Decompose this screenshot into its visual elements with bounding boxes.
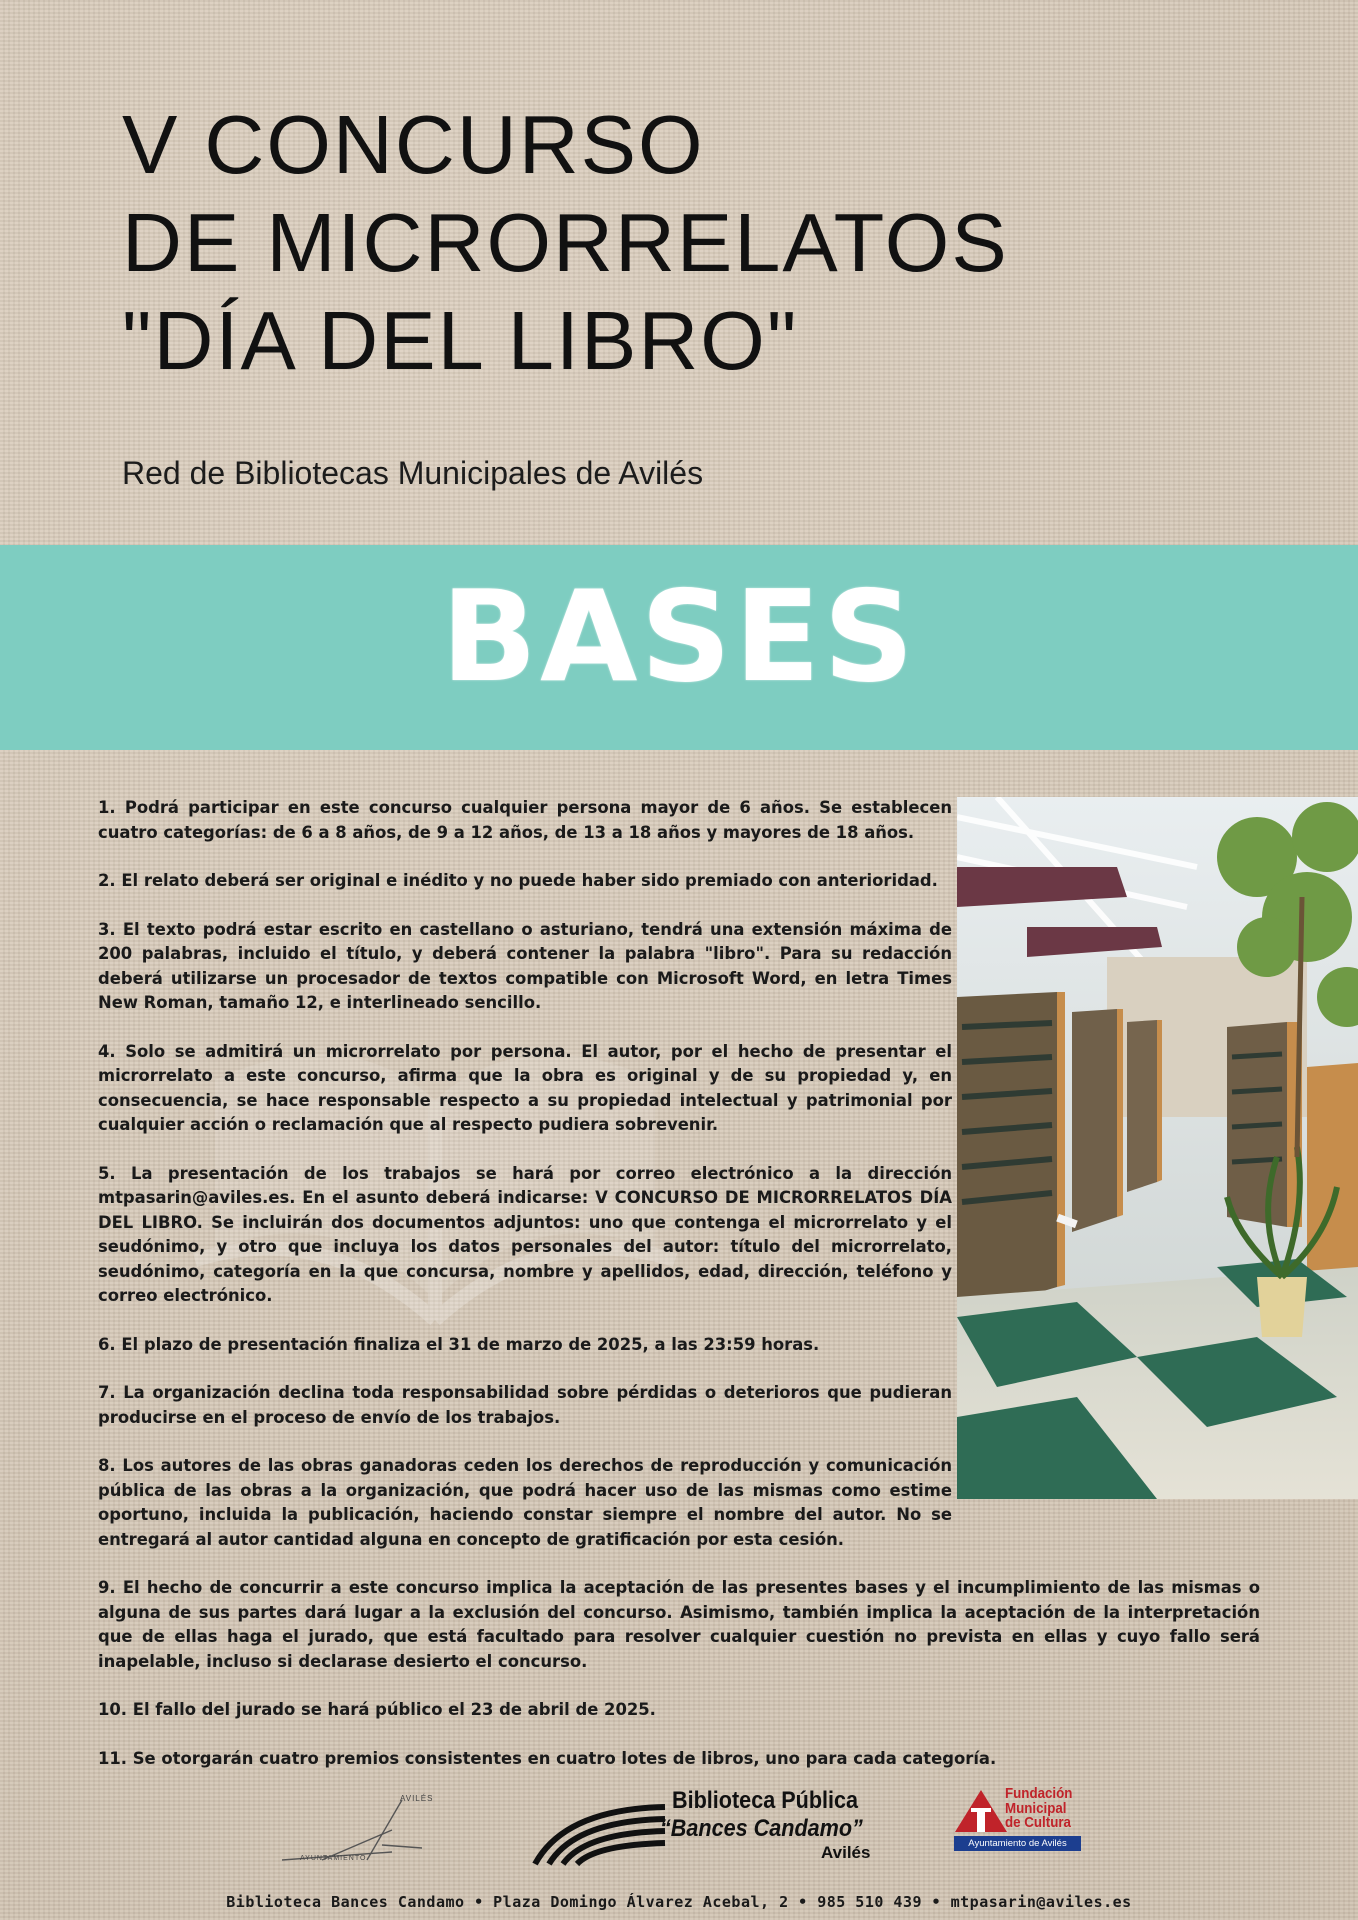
poster-title — [122, 96, 1272, 390]
biblioteca-name: Biblioteca Pública — [672, 1787, 859, 1814]
sponsor-logos — [0, 1770, 1358, 1890]
clause-2: 2. El relato deberá ser original e inédito y no puede haber sido premiado con anterioridad. — [98, 871, 938, 890]
title-line-3: "DÍA DEL LIBRO" — [122, 294, 799, 387]
fundacion-line-3: de Cultura — [1005, 1815, 1071, 1831]
clause-7: 7. La organización declina toda responsabilidad sobre pérdidas o deterioros que pudieran producirse en el proceso de envío de los trabajos. — [98, 1383, 952, 1427]
footer-address: Biblioteca Bances Candamo • Plaza Domingo Álvarez Acebal, 2 • 985 510 439 • mtpasarin@aviles.es — [226, 1893, 1132, 1911]
ayuntamiento-word: AVILÉS — [400, 1794, 434, 1803]
title-line-2: DE MICRORRELATOS — [122, 196, 1009, 289]
fundacion-line-1: Fundación — [1005, 1786, 1073, 1802]
clause-9: 9. El hecho de concurrir a este concurso implica la aceptación de las presentes bases y el incumplimiento de las mismas o alguna de sus partes dará lugar a la exclusión del concurso. Asimismo, también implica la aceptación de la interpretación que de ellas haga el jurado, que está facultado para resolver cualquier cuestión no prevista en ellas y cuyo fallo será inapelable, incluso si declarase desierto el concurso. — [98, 1578, 1260, 1671]
fundacion-bar: Ayuntamiento de Avilés — [954, 1836, 1081, 1851]
fundacion-name — [1005, 1787, 1072, 1831]
library-photo — [957, 797, 1358, 1499]
bases-banner — [0, 545, 1358, 750]
fundacion-cultura-icon — [953, 1788, 1009, 1834]
title-line-1: V CONCURSO — [122, 98, 705, 191]
clause-3: 3. El texto podrá estar escrito en castellano o asturiano, tendrá una extensión máxima de 200 palabras, incluido el título, y deberá contener la palabra "libro". Para su redacción deberá utilizarse un procesador de textos compatible con Microsoft Word, en letra Times New Roman, tamaño 12, e interlineado sencillo. — [98, 919, 952, 1012]
clause-6: 6. El plazo de presentación finaliza el 31 de marzo de 2025, a las 23:59 horas. — [98, 1334, 820, 1354]
clause-1: 1. Podrá participar en este concurso cualquier persona mayor de 6 años. Se establecen cuatro categorías: de 6 a 8 años, de 9 a 12 años, de 13 a 18 años y mayores de 18 años. — [98, 798, 952, 842]
biblioteca-city: Avilés — [821, 1843, 871, 1862]
biblioteca-subname: “Bances Candamo” — [660, 1815, 863, 1842]
clause-11: 11. Se otorgarán cuatro premios consistentes en cuatro lotes de libros, uno para cada categoría. — [98, 1748, 997, 1768]
clause-5: 5. La presentación de los trabajos se hará por correo electrónico a la dirección mtpasarin@aviles.es. En el asunto deberá indicarse: V CONCURSO DE MICRORRELATOS DÍA DEL LIBRO. Se incluirán dos documentos adjuntos: uno que contenga el microrrelato y el seudónimo, y otro que incluya los datos personales del autor: título del microrrelato, seudónimo, categoría en la que concursa, nombre y apellidos, edad, dirección, teléfono y correo electrónico. — [98, 1163, 952, 1305]
bases-heading: BASES — [440, 563, 918, 710]
biblioteca-arcs-icon — [525, 1789, 675, 1869]
clause-10: 10. El fallo del jurado se hará público el 23 de abril de 2025. — [98, 1700, 656, 1719]
fundacion-line-2: Municipal — [1005, 1800, 1067, 1817]
subtitle: Red de Bibliotecas Municipales de Avilés — [122, 455, 704, 491]
ayuntamiento-name: AYUNTAMIENTO — [300, 1855, 367, 1862]
clause-8: 8. Los autores de las obras ganadoras ceden los derechos de reproducción y comunicación pública de las obras a la organización, que podrá hacer uso de las mismas como estime oportuno, incluida la publicación, haciendo constar siempre el nombre del autor. No se entregará al autor cantidad alguna en concepto de gratificación por esta cesión. — [98, 1456, 952, 1549]
clause-4: 4. Solo se admitirá un microrrelato por persona. El autor, por el hecho de presentar el microrrelato a este concurso, afirma que la obra es original y de su propiedad y, en consecuencia, se hace responsable respecto a su propiedad intelectual y patrimonial por cualquier acción o reclamación que al respecto pudiera sobrevenir. — [98, 1041, 952, 1134]
